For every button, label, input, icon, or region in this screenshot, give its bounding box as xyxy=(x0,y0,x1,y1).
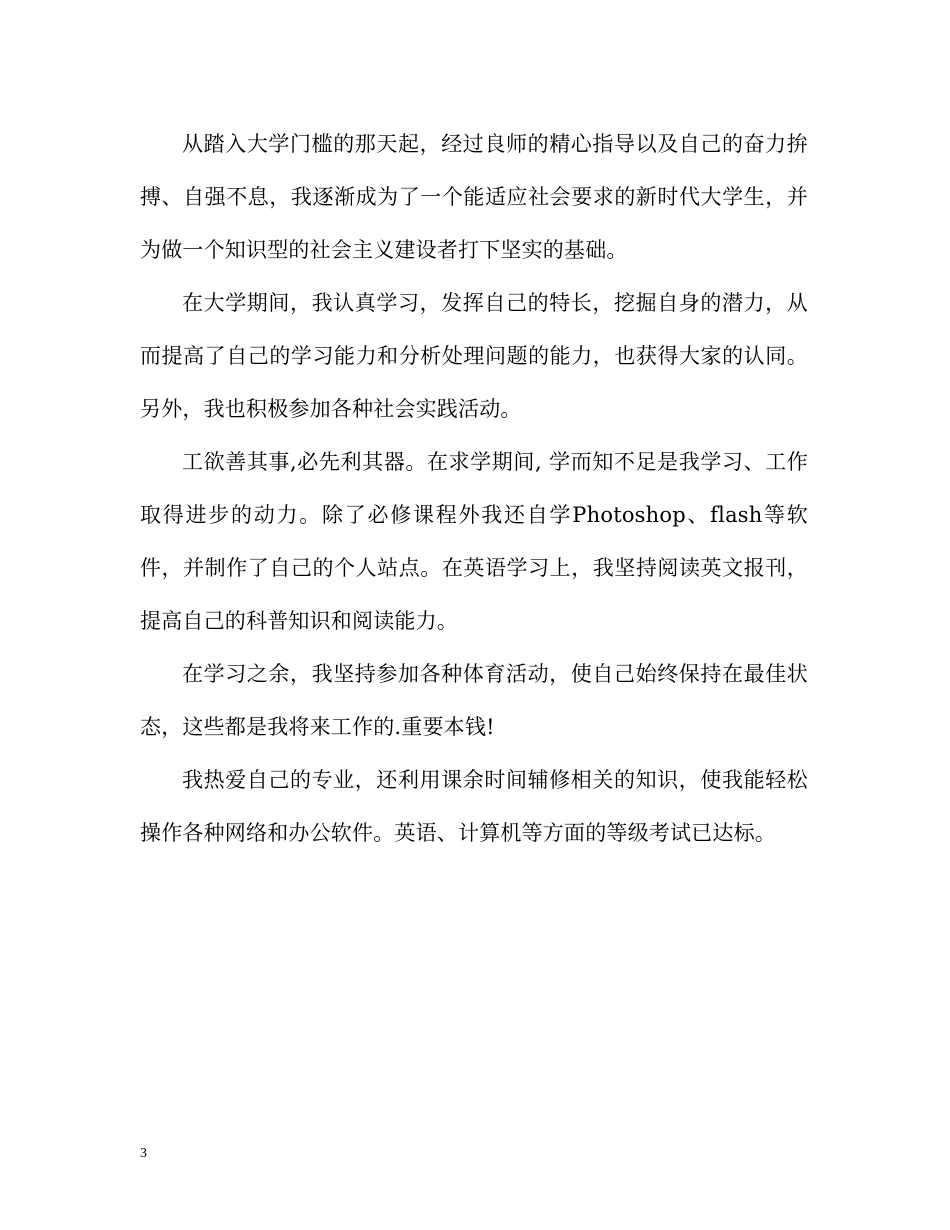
paragraph-4: 在学习之余，我坚持参加各种体育活动，使自己始终保持在最佳状态，这些都是我将来工作的.重要本钱! xyxy=(140,662,808,739)
paragraph-2: 在大学期间，我认真学习，发挥自己的特长，挖掘自身的潜力，从而提高了自己的学习能力和分析处理问题的能力，也获得大家的认同。另外，我也积极参加各种社会实践活动。 xyxy=(140,291,808,421)
document-body xyxy=(140,118,808,860)
paragraph-3: 工欲善其事,必先利其器。在求学期间, 学而知不足是我学习、工作取得进步的动力。除了必修课程外我还自学Photoshop、flash等软件，并制作了自己的个人站点。在英语学习上，我坚持阅读英文报刊，提高自己的科普知识和阅读能力。 xyxy=(140,450,808,633)
paragraph-1: 从踏入大学门槛的那天起，经过良师的精心指导以及自己的奋力拚搏、自强不息，我逐渐成为了一个能适应社会要求的新时代大学生，并为做一个知识型的社会主义建设者打下坚实的基础。 xyxy=(140,132,808,262)
page-number: 3 xyxy=(140,1146,147,1161)
paragraph-5: 我热爱自己的专业，还利用课余时间辅修相关的知识，使我能轻松操作各种网络和办公软件。英语、计算机等方面的等级考试已达标。 xyxy=(140,768,808,845)
